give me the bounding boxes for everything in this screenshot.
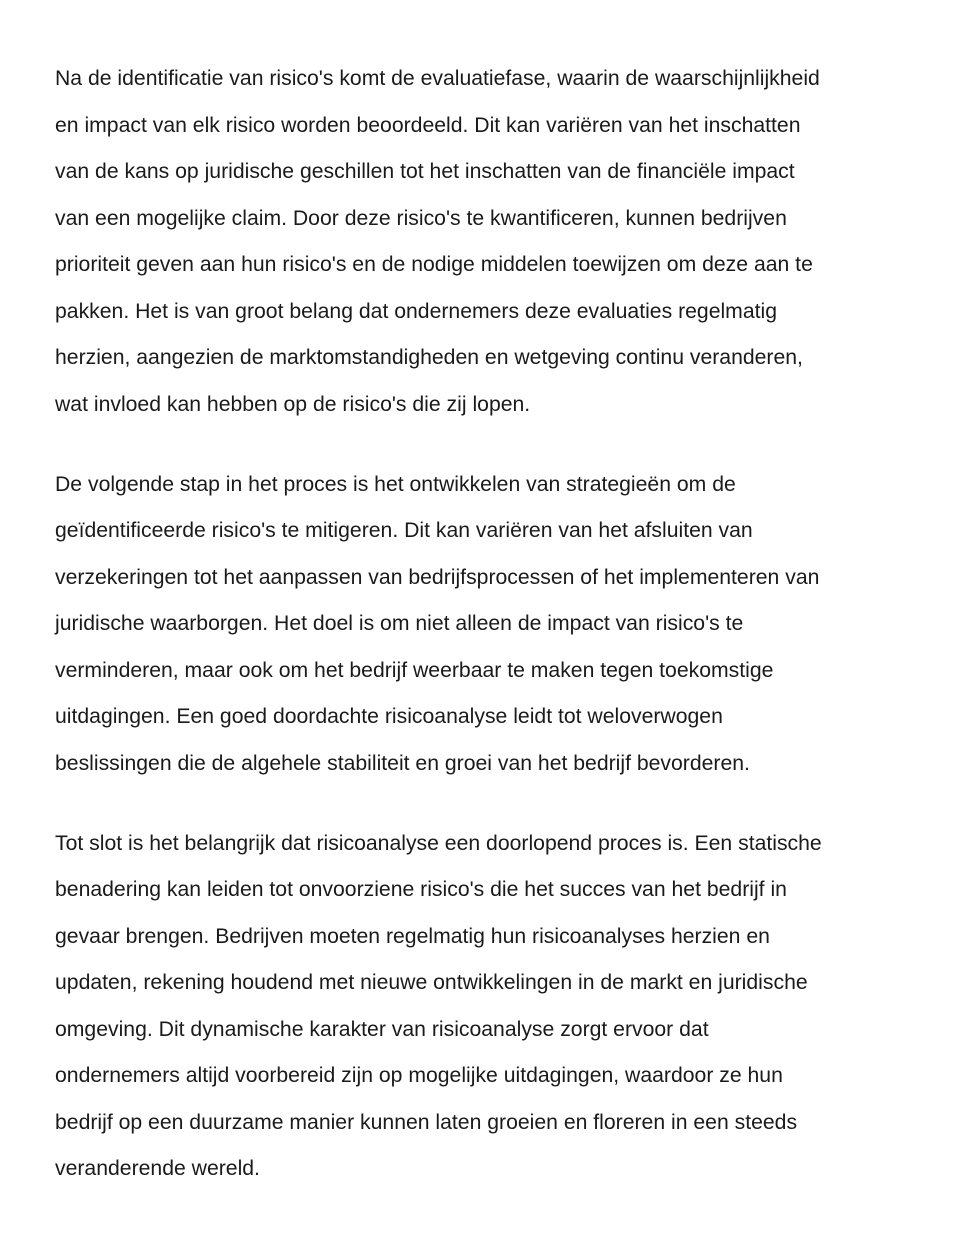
text-line: uitdagingen. Een goed doordachte risicoanalyse leidt tot weloverwogen xyxy=(55,705,723,728)
text-line: updaten, rekening houdend met nieuwe ontwikkelingen in de markt en juridische xyxy=(55,971,808,994)
text-line: ondernemers altijd voorbereid zijn op mogelijke uitdagingen, waardoor ze hun xyxy=(55,1064,783,1087)
text-line: van de kans op juridische geschillen tot het inschatten van de financiële impact xyxy=(55,160,795,183)
text-line: De volgende stap in het proces is het ontwikkelen van strategieën om de xyxy=(55,472,736,496)
text-line: juridische waarborgen. Het doel is om niet alleen de impact van risico's te xyxy=(55,612,744,635)
text-line: beslissingen die de algehele stabiliteit en groei van het bedrijf bevorderen. xyxy=(55,751,750,775)
text-line: bedrijf op een duurzame manier kunnen laten groeien en floreren in een steeds xyxy=(55,1110,798,1134)
document-page xyxy=(55,56,960,1193)
text-line: wat invloed kan hebben op de risico's die zij lopen. xyxy=(55,392,531,416)
paragraph-mitigation xyxy=(55,462,960,788)
text-line: veranderende wereld. xyxy=(55,1157,260,1180)
text-line: herzien, aangezien de marktomstandigheden en wetgeving continu veranderen, xyxy=(55,346,803,369)
paragraph-evaluation xyxy=(55,56,960,428)
text-line: en impact van elk risico worden beoordeeld. Dit kan variëren van het inschatten xyxy=(55,113,801,137)
text-line: gevaar brengen. Bedrijven moeten regelmatig hun risicoanalyses herzien en xyxy=(55,924,770,948)
text-line: benadering kan leiden tot onvoorziene risico's die het succes van het bedrijf in xyxy=(55,878,787,901)
text-line: pakken. Het is van groot belang dat ondernemers deze evaluaties regelmatig xyxy=(55,299,777,323)
text-line: Na de identificatie van risico's komt de evaluatiefase, waarin de waarschijnlijkheid xyxy=(55,67,820,90)
text-line: omgeving. Dit dynamische karakter van risicoanalyse zorgt ervoor dat xyxy=(55,1017,709,1041)
text-line: geïdentificeerde risico's te mitigeren. Dit kan variëren van het afsluiten van xyxy=(55,519,753,542)
text-line: verminderen, maar ook om het bedrijf weerbaar te maken tegen toekomstige xyxy=(55,658,774,682)
text-line: prioriteit geven aan hun risico's en de nodige middelen toewijzen om deze aan te xyxy=(55,253,813,276)
paragraph-conclusion xyxy=(55,821,960,1193)
text-line: Tot slot is het belangrijk dat risicoanalyse een doorlopend proces is. Een statische xyxy=(55,831,822,855)
text-line: van een mogelijke claim. Door deze risico's te kwantificeren, kunnen bedrijven xyxy=(55,206,787,230)
text-line: verzekeringen tot het aanpassen van bedrijfsprocessen of het implementeren van xyxy=(55,565,820,589)
